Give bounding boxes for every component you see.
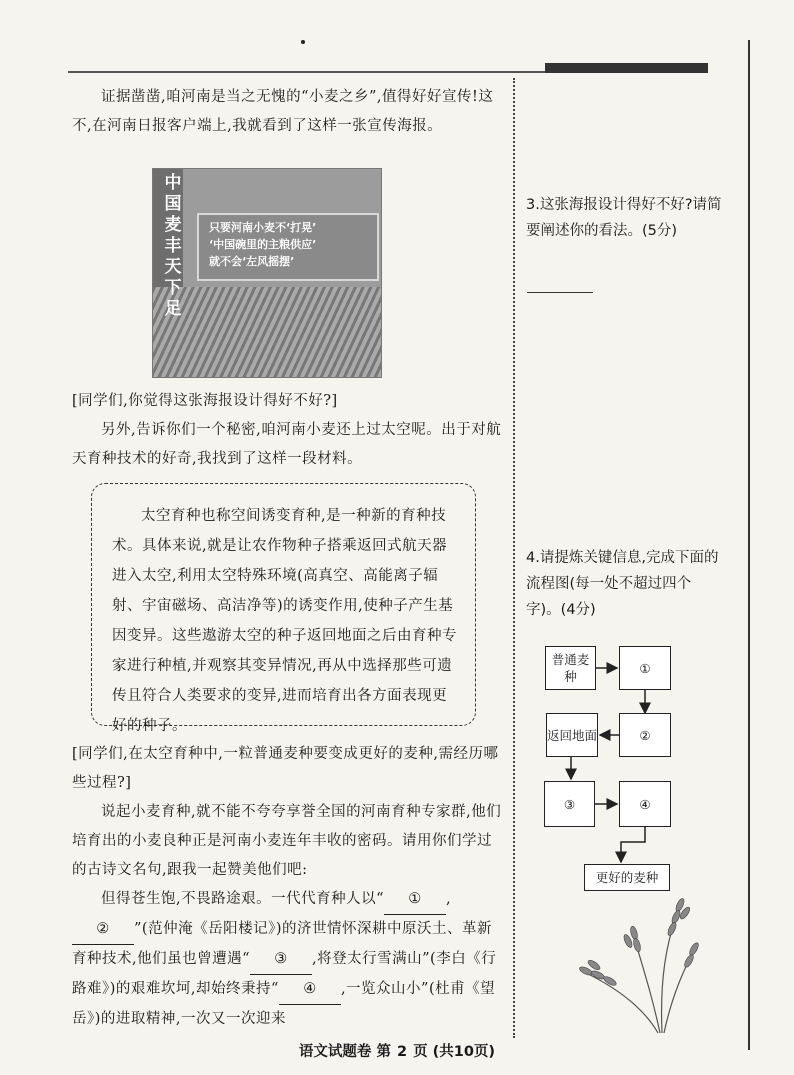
prompt-process: [同学们,在太空育种中,一粒普通麦种要变成更好的麦种,需经历哪些过程?] [72,746,499,791]
material-text: 太空育种也称空间诱变育种,是一种新的育种技术。具体来说,就是让农作物种子搭乘返回式航天器进入太空,利用太空特殊环境(高真空、高能离子辐射、宇宙磁场、高洁净等)的诱变作用,使种子产生基因变异。这些遨游太空的种子返回地面之后由育种专家进行种植,并观察其变异情况,再从中选择那些可遗传且符合人类要求的变异,进而培育出各方面表现更好的种子。 [112,508,457,734]
poster-slogan-line: 只要河南小麦不‘打晃’ [209,221,317,234]
page-number: 2 [396,1044,408,1060]
poster-slogan-line: 就不会‘左风摇摆’ [209,255,295,268]
page-footer: 语文试题卷 第 2 页 (共10页) [298,1044,496,1060]
flow-blank-1[interactable]: ① [619,646,671,690]
poster-slogan-line: ‘中国碗里的主粮供应’ [209,238,317,251]
flow-blank-2[interactable]: ② [619,713,671,757]
intro-paragraph: 证据凿凿,咱河南是当之无愧的“小麦之乡”,值得好好宣传!这不,在河南日报客户端上,我就看到了这样一张宣传海报。 [72,89,494,134]
flow-blank-3[interactable]: ③ [544,781,595,827]
question-3: 3.这张海报设计得好不好?请简要阐述你的看法。(5分) [526,197,722,239]
breeders-paragraph: 说起小麦育种,就不能不夸夸享誉全国的河南育种专家群,他们培育出的小麦良种正是河南小麦连年丰收的密码。请用你们学过的古诗文名句,跟我一起赞美他们吧: [72,804,502,878]
blank-2[interactable]: ② [72,915,134,945]
blank-4[interactable]: ④ [279,975,341,1005]
wheat-icon [572,875,702,1035]
blank-1[interactable]: ① [384,885,446,915]
poster-vertical-title: 中国麦丰天下足 [164,173,182,319]
flow-start-box: 普通麦种 [545,646,596,690]
space-paragraph: 另外,告诉你们一个秘密,咱河南小麦还上过太空呢。出于对航天育种技术的好奇,我找到了这样一段材料。 [72,422,502,467]
question-4: 4.请提炼关键信息,完成下面的流程图(每一处不超过四个字)。(4分) [526,550,719,618]
prompt-poster: [同学们,你觉得这张海报设计得好不好?] [72,393,338,409]
flow-blank-4[interactable]: ④ [619,781,671,827]
flow-end-box: 更好的麦种 [584,864,670,891]
blank-3[interactable]: ③ [250,945,312,975]
poetry-paragraph: 但得苍生饱,不畏路途艰。一代代育种人以“ ① ,② ”(范仲淹《岳阳楼记》)的济世情怀深耕中原沃土、革新育种技术,他们虽也曾遭遇“ ③ ,将登太行雪满山”(李白《行路难》)的艰难坎坷,却始终秉持“ ④ ,一览众山小”(杜甫《望岳》)的进取精神,一次又一次迎来 [72,885,502,1034]
flow-return-box: 返回地面 [546,713,598,757]
